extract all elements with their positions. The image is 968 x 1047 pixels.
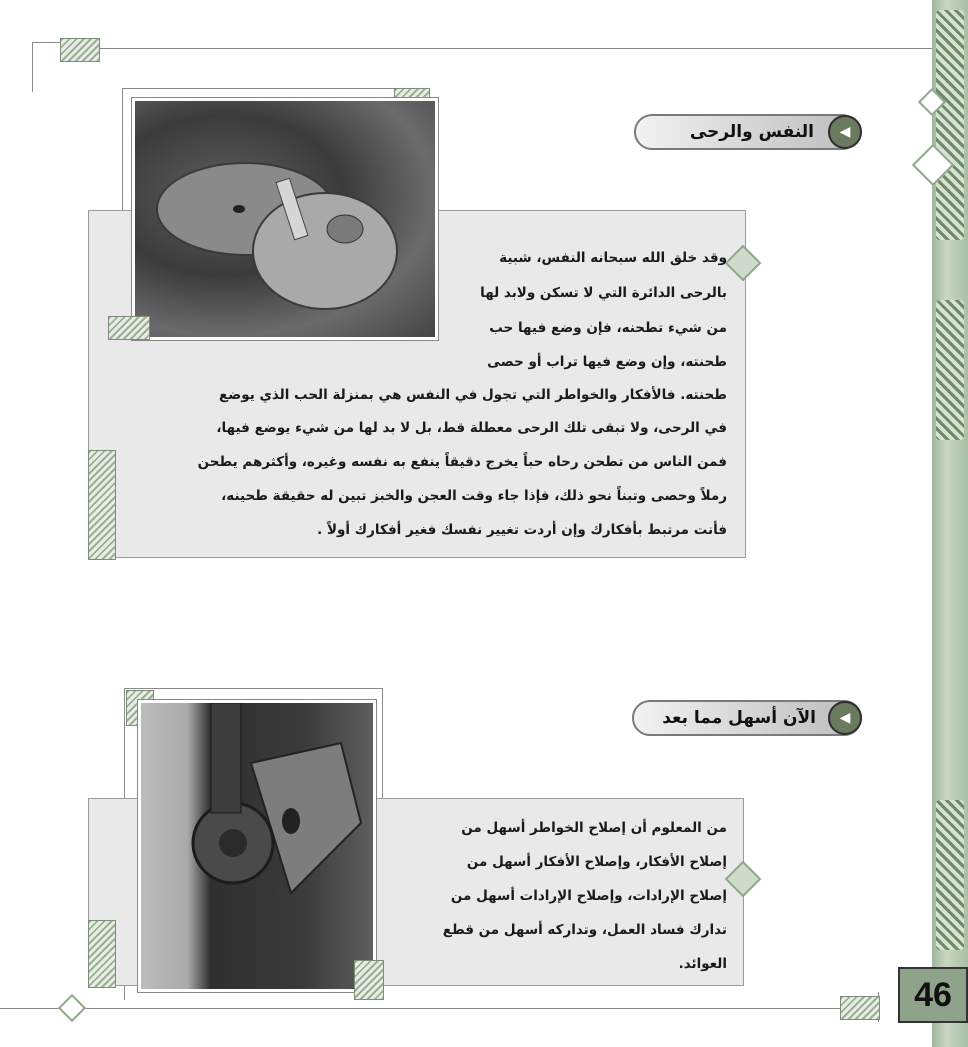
rusty-hinge-photo — [138, 700, 376, 992]
bottom-rule — [0, 1008, 855, 1009]
hinge-illustration — [141, 703, 373, 989]
photo2-frame-top — [124, 688, 382, 689]
paragraph1-line-6: في الرحى، ولا تبقى تلك الرحى معطلة قط، بل لا بد لها من شيء يوضع فيها، — [216, 420, 727, 436]
photo1-bottom-ornament — [108, 316, 150, 340]
border-ornament-lower — [936, 800, 964, 950]
photo2-bottom-ornament — [354, 960, 384, 1000]
paragraph1-line-3: من شيء تطحنه، فإن وضع فيها حب — [489, 320, 727, 336]
section1-title-bar — [634, 114, 860, 150]
top-left-bracket-line — [32, 42, 60, 43]
paragraph2-line-1: من المعلوم أن إصلاح الخواطر أسهل من — [461, 820, 727, 836]
paragraph1-line-5: طحنته. فالأفكار والخواطر التي تجول في النفس هي بمنزلة الحب الذي يوضع — [218, 387, 727, 403]
section1-title: النفس والرحى — [689, 122, 814, 142]
paragraph1-line-1: وقد خلق الله سبحانه النفس، شبية — [499, 250, 727, 266]
border-ornament-top — [936, 10, 964, 240]
section1-panel-ornament — [88, 450, 116, 560]
corner-ornament-bottom-right — [840, 996, 880, 1020]
section2-title: الآن أسهل مما بعد — [662, 708, 816, 728]
photo2-frame-right — [382, 688, 383, 798]
paragraph1-line-7: فمن الناس من تطحن رحاه حباً يخرج دقيقاً ينفع به نفسه وغيره، وأكثرهم يطحن — [197, 454, 727, 470]
paragraph1-line-2: بالرحى الدائرة التي لا تسكن ولابد لها — [480, 285, 727, 301]
section2-marker-icon: ◀ — [828, 701, 862, 735]
page-number-box — [898, 967, 968, 1023]
page-number: 46 — [914, 976, 952, 1014]
paragraph2-line-5: العوائد. — [678, 956, 727, 972]
corner-ornament-top-left — [60, 38, 100, 62]
paragraph2-line-4: تدارك فساد العمل، وتداركه أسهل من قطع — [442, 922, 727, 938]
millstone-illustration — [135, 101, 435, 337]
top-left-bracket — [32, 42, 33, 92]
paragraph1-line-9: فأنت مرتبط بأفكارك وإن أردت تغيير نفسك فغير أفكارك أولاً . — [317, 522, 727, 538]
paragraph2-line-3: إصلاح الإرادات، وإصلاح الإرادات أسهل من — [450, 888, 727, 904]
photo1-frame-top — [122, 88, 394, 89]
paragraph1-line-8: رملاً وحصى وتبناً نحو ذلك، فإذا جاء وقت العجن والخبز تبين له حقيقة طحينه، — [221, 488, 727, 504]
millstone-photo — [132, 98, 438, 340]
paragraph1-line-4: طحنته، وإن وضع فيها تراب أو حصى — [487, 354, 727, 370]
top-rule — [60, 48, 932, 49]
section1-marker-icon: ◀ — [828, 115, 862, 149]
section2-panel-ornament — [88, 920, 116, 988]
diamond-ornament-bottom — [58, 994, 86, 1022]
paragraph2-line-2: إصلاح الأفكار، وإصلاح الأفكار أسهل من — [466, 854, 727, 870]
border-ornament-middle — [936, 300, 964, 440]
